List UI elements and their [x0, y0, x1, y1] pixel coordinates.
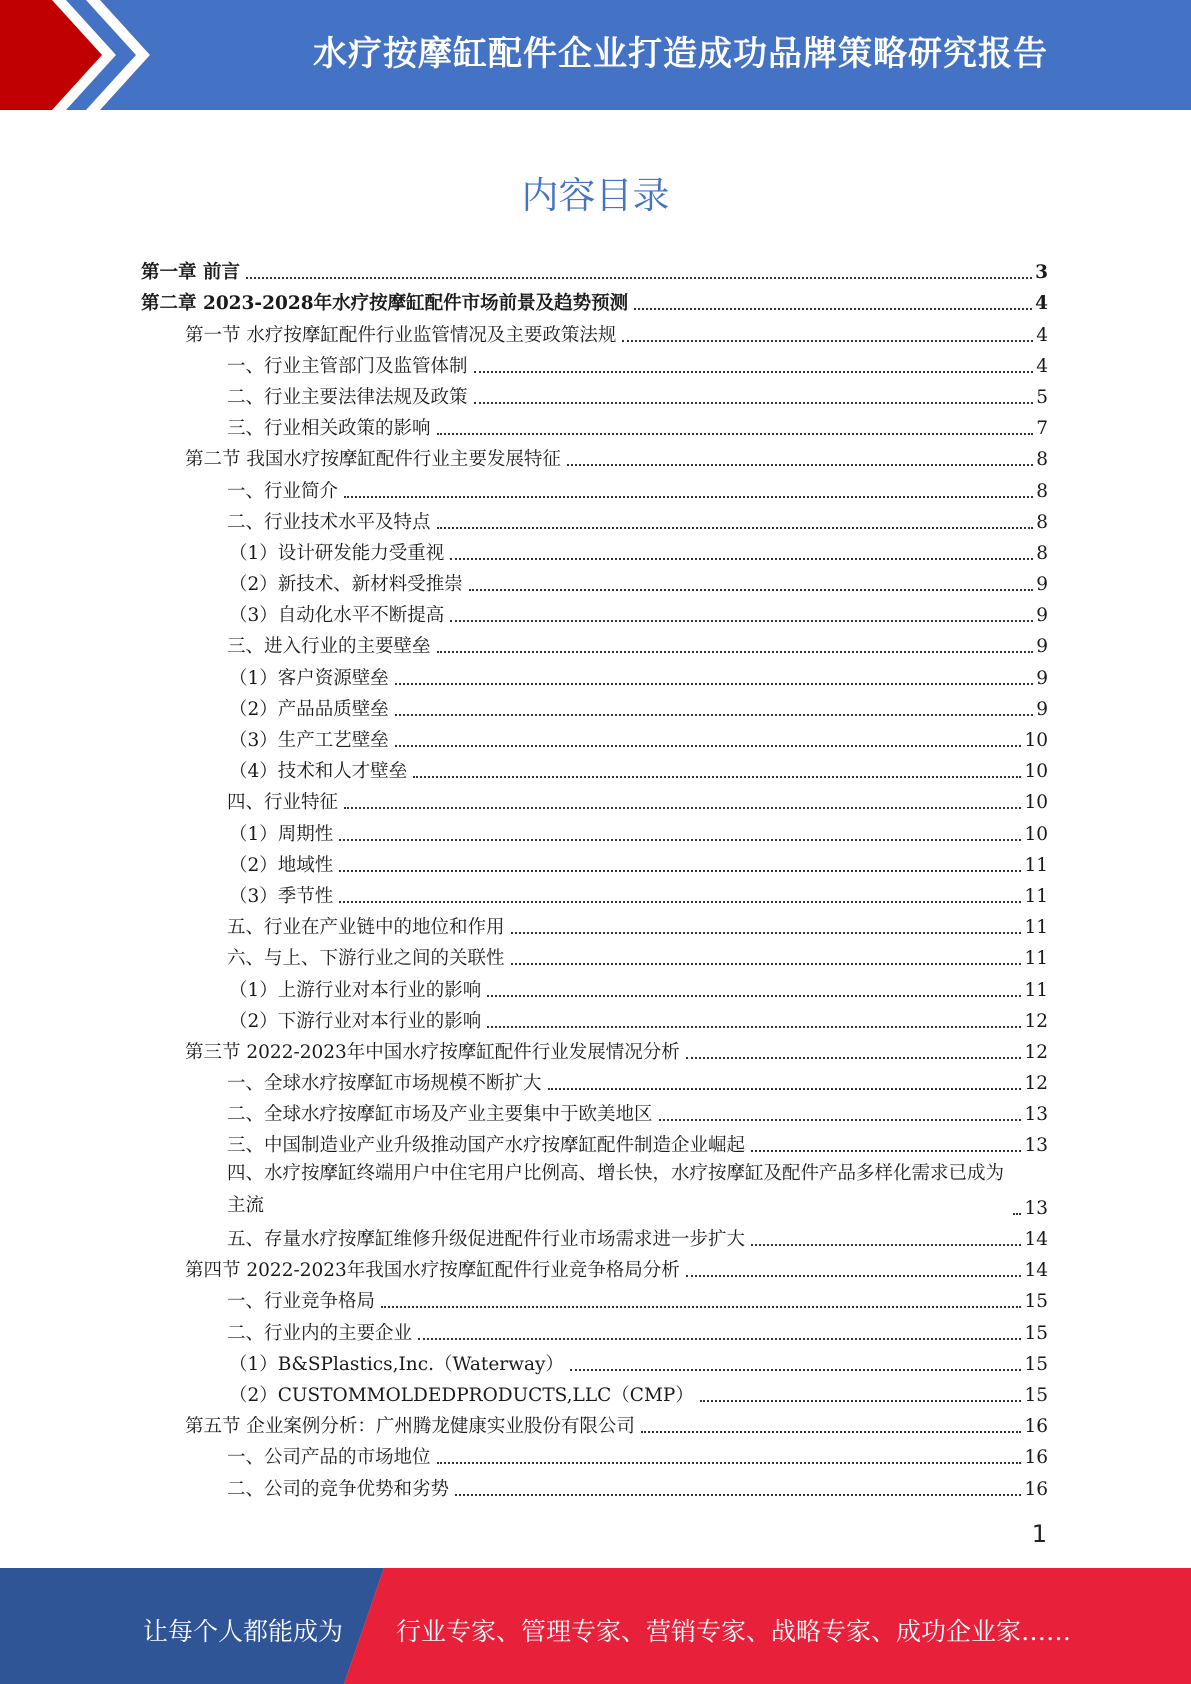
toc-entry-page: 12	[1024, 1010, 1048, 1032]
toc-leader-dots	[339, 870, 1021, 872]
toc-entry[interactable]	[141, 410, 1048, 441]
toc-entry-page: 16	[1024, 1416, 1048, 1438]
toc-entry-page: 15	[1024, 1322, 1048, 1344]
toc-leader-dots	[511, 963, 1022, 965]
toc-leader-dots	[751, 1244, 1021, 1246]
toc-entry-page: 11	[1024, 885, 1048, 907]
toc-entry-label: 一、公司产品的市场地位	[227, 1447, 431, 1469]
toc-entry-page: 4	[1035, 293, 1048, 315]
toc-entry[interactable]	[141, 379, 1048, 410]
toc-entry-page: 4	[1036, 324, 1048, 346]
toc-entry[interactable]	[141, 753, 1048, 784]
toc-entry-page: 10	[1024, 730, 1048, 751]
toc-leader-dots	[622, 340, 1033, 342]
toc-leader-dots	[570, 1369, 1022, 1371]
toc-entry[interactable]	[141, 1346, 1048, 1377]
toc-entry[interactable]	[141, 1034, 1048, 1065]
footer-slogan-left: 让每个人都能成为	[143, 1617, 344, 1646]
toc-heading: 内容目录	[521, 174, 670, 217]
toc-entry-label: 三、行业相关政策的影响	[227, 418, 431, 440]
toc-leader-dots	[548, 1088, 1022, 1090]
toc-entry-page: 9	[1036, 605, 1048, 627]
toc-leader-dots	[395, 714, 1033, 716]
toc-entry-label: 一、行业简介	[227, 480, 339, 502]
toc-entry-page: 9	[1036, 667, 1048, 689]
toc-entry[interactable]	[141, 722, 1048, 753]
toc-leader-dots	[437, 527, 1034, 529]
toc-entry-page: 5	[1036, 386, 1048, 408]
toc-entry-page: 8	[1036, 542, 1048, 564]
toc-leader-dots	[344, 496, 1033, 498]
toc-entry-page: 10	[1024, 761, 1048, 783]
toc-entry[interactable]	[141, 472, 1048, 503]
toc-entry-page: 10	[1024, 823, 1048, 845]
toc-entry[interactable]	[141, 254, 1048, 285]
toc-entry-page: 8	[1036, 511, 1048, 533]
toc-entry-page: 14	[1024, 1229, 1048, 1251]
toc-leader-dots	[450, 558, 1033, 560]
toc-entry-page: 15	[1024, 1291, 1048, 1313]
toc-leader-dots	[474, 402, 1034, 404]
toc-entry-page: 11	[1024, 948, 1048, 970]
toc-entry[interactable]	[141, 1221, 1048, 1252]
toc-entry-label: 第五节 企业案例分析：广州腾龙健康实业股份有限公司	[185, 1416, 635, 1438]
toc-entry-label: （2）CUSTOMMOLDEDPRODUCTS,LLC（CMP）	[229, 1384, 694, 1406]
toc-leader-dots	[511, 932, 1022, 934]
toc-entry-label: （1）设计研发能力受重视	[229, 542, 445, 564]
toc-entry-page: 4	[1036, 355, 1048, 377]
toc-leader-dots	[339, 839, 1021, 841]
toc-entry-page: 11	[1024, 854, 1048, 876]
toc-leader-dots	[751, 1150, 1021, 1152]
toc-entry[interactable]	[141, 940, 1048, 971]
toc-entry[interactable]	[141, 691, 1048, 722]
toc-entry-label: （3）生产工艺壁垒	[229, 730, 389, 751]
toc-entry-label: （2）新技术、新材料受推崇	[229, 574, 463, 596]
toc-entry-label: 二、公司的竞争优势和劣势	[227, 1478, 450, 1500]
toc-entry[interactable]	[141, 909, 1048, 940]
toc-leader-dots	[455, 1494, 1021, 1496]
footer-slogan-right: 行业专家、管理专家、营销专家、战略专家、成功企业家……	[396, 1617, 1072, 1646]
toc-entry[interactable]	[141, 566, 1048, 597]
toc-entry[interactable]	[141, 628, 1048, 659]
toc-entry-label: 第四节 2022-2023年我国水疗按摩缸配件行业竞争格局分析	[185, 1260, 680, 1282]
page-number: 1	[1031, 1520, 1047, 1548]
toc-entry-label: 第二节 我国水疗按摩缸配件行业主要发展特征	[185, 449, 561, 471]
toc-entry-label: 二、行业技术水平及特点	[227, 511, 431, 533]
toc-entry-label: （1）周期性	[229, 823, 334, 845]
toc-entry-page: 12	[1024, 1041, 1048, 1063]
toc-entry-page: 11	[1024, 979, 1048, 1001]
toc-entry-label: 第三节 2022-2023年中国水疗按摩缸配件行业发展情况分析	[185, 1041, 680, 1063]
toc-entry[interactable]	[141, 285, 1048, 316]
document-title: 水疗按摩缸配件企业打造成功品牌策略研究报告	[313, 34, 1048, 74]
toc-leader-dots	[246, 277, 1032, 279]
toc-entry-page: 15	[1024, 1384, 1048, 1406]
toc-entry-page: 14	[1024, 1260, 1048, 1282]
toc-entry-label: （2）下游行业对本行业的影响	[229, 1010, 482, 1032]
toc-entry-page: 8	[1036, 449, 1048, 471]
toc-entry[interactable]	[141, 815, 1048, 846]
toc-entry-label: 三、中国制造业产业升级推动国产水疗按摩缸配件制造企业崛起	[227, 1135, 746, 1157]
toc-leader-dots	[487, 995, 1021, 997]
toc-entry-label: 五、存量水疗按摩缸维修升级促进配件行业市场需求进一步扩大	[227, 1229, 746, 1251]
toc-leader-dots	[395, 683, 1033, 685]
toc-entry[interactable]	[141, 784, 1048, 815]
toc-entry-label: 第二章 2023-2028年水疗按摩缸配件市场前景及趋势预测	[141, 293, 629, 315]
toc-entry-label: （3）自动化水平不断提高	[229, 605, 445, 627]
toc-leader-dots	[634, 308, 1032, 310]
toc-entry[interactable]	[141, 441, 1048, 472]
toc-leader-dots	[686, 1057, 1022, 1059]
toc-leader-dots	[437, 651, 1034, 653]
toc-entry-label: 五、行业在产业链中的地位和作用	[227, 917, 505, 939]
toc-leader-dots	[339, 901, 1021, 903]
toc-entry-label: （1）B&SPlastics,Inc.（Waterway）	[229, 1353, 564, 1375]
toc-entry-page: 13	[1024, 1135, 1048, 1157]
toc-entry-label: （1）客户资源壁垒	[229, 667, 389, 689]
toc-leader-dots	[474, 371, 1034, 373]
toc-entry-page: 15	[1024, 1353, 1048, 1375]
toc-entry-label: 四、水疗按摩缸终端用户中住宅用户比例高、增长快，水疗按摩缸及配件产品多样化需求已成为主流	[227, 1163, 1005, 1216]
toc-entry[interactable]	[141, 1003, 1048, 1034]
toc-entry-page: 11	[1024, 917, 1048, 939]
toc-leader-dots	[437, 433, 1034, 435]
toc-entry-page: 10	[1024, 792, 1048, 814]
toc-leader-dots	[344, 807, 1021, 809]
toc-entry-label: 二、行业内的主要企业	[227, 1322, 413, 1344]
toc-entry-page: 3	[1035, 262, 1048, 284]
toc-entry-page: 12	[1024, 1073, 1048, 1095]
toc-leader-dots	[686, 1275, 1022, 1277]
toc-entry-label: 六、与上、下游行业之间的关联性	[227, 948, 505, 970]
toc-entry-page: 8	[1036, 480, 1048, 502]
toc-entry[interactable]	[141, 316, 1048, 347]
toc-entry-page: 7	[1036, 418, 1048, 440]
toc-entry[interactable]	[141, 1408, 1048, 1439]
toc-entry[interactable]	[141, 659, 1048, 690]
toc-leader-dots	[567, 464, 1033, 466]
toc-leader-dots	[659, 1119, 1022, 1121]
toc-entry[interactable]	[141, 348, 1048, 379]
toc-entry[interactable]	[141, 1065, 1048, 1096]
toc-entry[interactable]	[141, 597, 1048, 628]
toc-entry[interactable]	[141, 1096, 1048, 1127]
toc-entry[interactable]	[141, 847, 1048, 878]
toc-entry[interactable]	[141, 1252, 1048, 1283]
toc-entry[interactable]	[141, 971, 1048, 1002]
toc-entry-label: 三、进入行业的主要壁垒	[227, 636, 431, 658]
table-of-contents	[141, 254, 1048, 1502]
toc-entry-page: 9	[1036, 636, 1048, 658]
toc-entry-label: （4）技术和人才壁垒	[229, 761, 408, 783]
toc-entry-label: 一、全球水疗按摩缸市场规模不断扩大	[227, 1073, 542, 1095]
toc-entry[interactable]	[141, 878, 1048, 909]
toc-entry-page: 9	[1036, 574, 1048, 596]
toc-entry-label: 一、行业主管部门及监管体制	[227, 355, 468, 377]
toc-entry[interactable]	[141, 1283, 1048, 1314]
toc-entry-page: 16	[1024, 1478, 1048, 1500]
toc-entry[interactable]	[141, 1158, 1048, 1220]
toc-leader-dots	[395, 745, 1022, 747]
toc-leader-dots	[381, 1306, 1021, 1308]
footer-band	[0, 1568, 1191, 1684]
toc-entry-label: 一、行业竞争格局	[227, 1291, 376, 1313]
toc-entry-label: 二、全球水疗按摩缸市场及产业主要集中于欧美地区	[227, 1104, 653, 1126]
toc-entry[interactable]	[141, 1314, 1048, 1345]
toc-entry[interactable]	[141, 1439, 1048, 1470]
toc-entry-page: 13	[1024, 1104, 1048, 1126]
toc-entry[interactable]	[141, 535, 1048, 566]
toc-leader-dots	[1013, 1213, 1021, 1215]
toc-leader-dots	[641, 1431, 1022, 1433]
toc-entry-page: 9	[1036, 698, 1048, 720]
toc-entry-page: 16	[1024, 1447, 1048, 1469]
toc-leader-dots	[437, 1462, 1022, 1464]
toc-entry[interactable]	[141, 1127, 1048, 1158]
toc-leader-dots	[418, 1338, 1021, 1340]
toc-entry-label: （2）地域性	[229, 854, 334, 876]
toc-leader-dots	[700, 1400, 1022, 1402]
toc-entry-label: 二、行业主要法律法规及政策	[227, 386, 468, 408]
toc-leader-dots	[413, 776, 1021, 778]
toc-entry-label: 第一节 水疗按摩缸配件行业监管情况及主要政策法规	[185, 324, 617, 346]
toc-leader-dots	[469, 589, 1033, 591]
toc-entry-label: （3）季节性	[229, 885, 334, 907]
toc-leader-dots	[450, 620, 1033, 622]
toc-entry-label: 第一章 前言	[141, 262, 240, 284]
toc-entry-label: （1）上游行业对本行业的影响	[229, 979, 482, 1001]
toc-entry-label: 四、行业特征	[227, 792, 339, 814]
toc-entry[interactable]	[141, 1470, 1048, 1501]
toc-entry-label: （2）产品品质壁垒	[229, 698, 389, 720]
toc-entry[interactable]	[141, 1377, 1048, 1408]
toc-entry[interactable]	[141, 504, 1048, 535]
toc-entry-page: 13	[1024, 1197, 1048, 1219]
toc-leader-dots	[487, 1026, 1021, 1028]
header-band	[0, 0, 1191, 110]
